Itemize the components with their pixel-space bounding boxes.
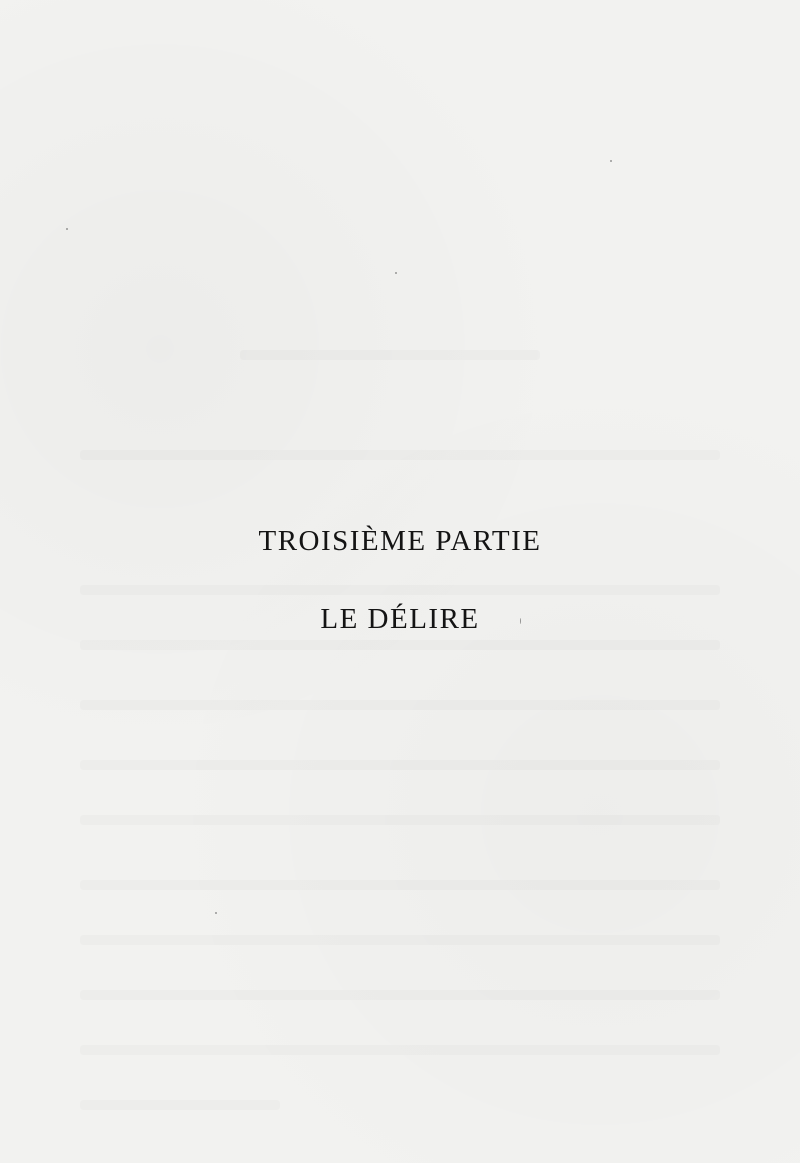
bleed-through-line (80, 450, 720, 460)
bleed-through-line (80, 760, 720, 770)
paper-speck (215, 912, 217, 914)
bleed-through-line (80, 640, 720, 650)
bleed-through-line (240, 350, 540, 360)
bleed-through-line (80, 990, 720, 1000)
bleed-through-line (80, 815, 720, 825)
bleed-through-line (80, 585, 720, 595)
bleed-through-line (80, 880, 720, 890)
paper-speck (66, 228, 68, 230)
part-heading: TROISIÈME PARTIE (258, 525, 542, 557)
paper-speck (610, 160, 612, 162)
bleed-through-line (80, 700, 720, 710)
bleed-through-line (80, 935, 720, 945)
paper-speck (395, 272, 397, 274)
part-title: LE DÉLIRE (320, 603, 480, 635)
bleed-through-line (80, 1100, 280, 1110)
bleed-through-line (80, 1045, 720, 1055)
